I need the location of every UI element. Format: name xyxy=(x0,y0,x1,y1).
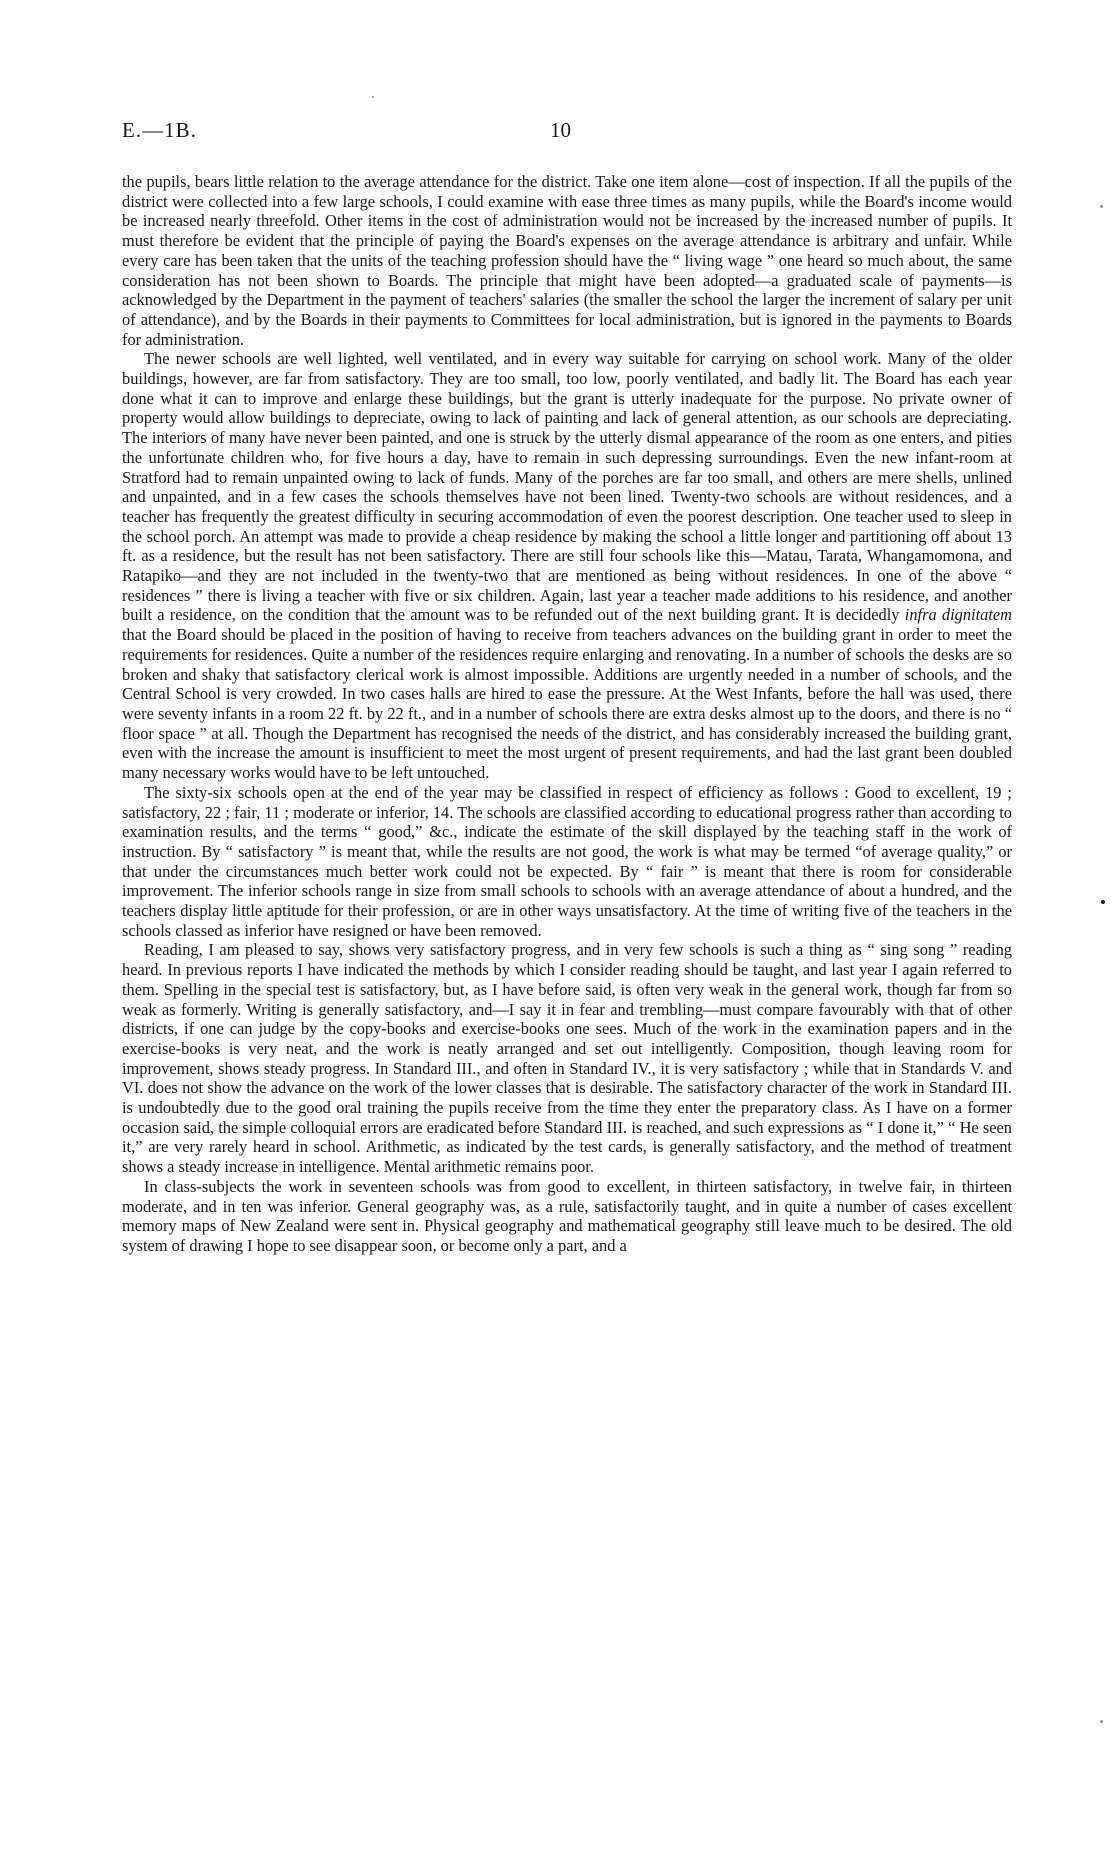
paragraph-text: that the Board should be placed in the position of having to receive from teachers advances on the building grant in order to meet the requirements for residences. Quite a number of the residences require enlarging and renovating. In a number of schools the desks are so broken and shaky that satisfactory clerical work is almost impossible. Additions are urgently needed in a number of schools, and the Central School is very crowded. In two cases halls are hired to ease the pressure. At the West Infants, before the hall was used, there were seventy infants in a room 22 ft. by 22 ft., and in a number of schools there are extra desks almost up to the doors, and there is no “ floor space ” at all. Though the Department has recognised the needs of the district, and has considerably increased the building grant, even with the increase the amount is insufficient to meet the most urgent of present requirements, and had the last grant been doubled many necessary works would have to be left untouched. xyxy=(122,625,1012,783)
document-reference: E.—1B. xyxy=(122,118,197,142)
latin-phrase: infra dignitatem xyxy=(904,605,1013,625)
document-body xyxy=(122,172,1012,1256)
scan-speck xyxy=(1101,900,1105,904)
scan-speck xyxy=(1100,1720,1103,1723)
paragraph-school-buildings xyxy=(122,349,1012,782)
page-header xyxy=(122,118,1012,148)
paragraph-text: The newer schools are well lighted, well ventilated, and in every way suitable for carrying on school work. Many of the older buildings, however, are far from satisfactory. They are too small, too low, poorly ventilated, and badly lit. The Board has each year done what it can to improve and enlarge these buildings, but the grant is utterly inadequate for the purpose. No private owner of property would allow buildings to depreciate, owing to lack of painting and lack of general attention, as our schools are depreciating. The interiors of many have never been painted, and one is struck by the utterly dismal appearance of the room as one enters, and pities the unfortunate children who, for five hours a day, have to remain in such depressing surroundings. Even the new infant-room at Stratford had to remain unpainted owing to lack of funds. Many of the porches are far too small, and others are mere shells, unlined and unpainted, and in a few cases the schools themselves have not been lined. Twenty-two schools are without residences, and a teacher has frequently the greatest difficulty in securing accommodation of even the poorest description. One teacher used to sleep in the school porch. An attempt was made to provide a cheap residence by making the school a little longer and partitioning off about 13 ft. as a residence, but the result has not been satisfactory. There are still four schools like this—Matau, Tarata, Whangamomona, and Ratapiko—and they are not included in the twenty-two that are mentioned as being without residences. In one of the above “ residences ” there is living a teacher with five or six children. Again, last year a teacher made additions to his residence, and another built a residence, on the condition that the amount was to be refunded out of the next building grant. It is decidedly xyxy=(122,349,1012,625)
paragraph-administration-costs: the pupils, bears little relation to the average attendance for the district. Take one item alone—cost of inspection. If all the pupils of the district were collected into a few large schools, I could examine with ease three times as many pupils, while the Board's income would be increased nearly threefold. Other items in the cost of administration would not be increased by the increased number of pupils. It must therefore be evident that the principle of paying the Board's expenses on the average attendance is arbitrary and unfair. While every care has been taken that the units of the teaching profession should have the “ living wage ” one heard so much about, the same consideration has not been shown to Boards. The principle that might have been adopted—a graduated scale of payments—is acknowledged by the Department in the payment of teachers' salaries (the smaller the school the larger the increment of salary per unit of attendance), and by the Boards in their payments to Committees for local administration, but is ignored in the payments to Boards for administration. xyxy=(122,172,1012,349)
scan-speck xyxy=(372,96,374,98)
scan-speck xyxy=(1100,205,1103,208)
paragraph-reading-spelling: Reading, I am pleased to say, shows very satisfactory progress, and in very few schools is such a thing as “ sing song ” reading heard. In previous reports I have indicated the methods by which I consider reading should be taught, and last year I again referred to them. Spelling in the special test is satisfactory, but, as I have before said, is often very weak in the general work, though far from so weak as formerly. Writing is generally satisfactory, and—I say it in fear and trembling—must compare favourably with that of other districts, if one can judge by the copy-books and exercise-books one sees. Much of the work in the examination papers and in the exercise-books is very neat, and the work is neatly arranged and set out intelligently. Composition, though leaving room for improvement, shows steady progress. In Standard III., and often in Standard IV., it is very satisfactory ; while that in Standards V. and VI. does not show the advance on the work of the lower classes that is desirable. The satisfactory character of the work in Standard III. is undoubtedly due to the good oral training the pupils receive from the time they enter the preparatory class. As I have on a former occasion said, the simple colloquial errors are eradicated before Standard III. is reached, and such expressions as “ I done it,” “ He seen it,” are very rarely heard in school. Arithmetic, as indicated by the test cards, is generally satisfactory, and the method of treatment shows a steady increase in intelligence. Mental arithmetic remains poor. xyxy=(122,940,1012,1177)
page-number: 10 xyxy=(550,118,571,142)
paragraph-class-subjects: In class-subjects the work in seventeen schools was from good to excellent, in thirteen satisfactory, in twelve fair, in thirteen moderate, and in ten was inferior. General geography was, as a rule, satisfactorily taught, and in quite a number of cases excellent memory maps of New Zealand were sent in. Physical geography and mathematical geography still leave much to be desired. The old system of drawing I hope to see disappear soon, or become only a part, and a xyxy=(122,1176,1012,1255)
paragraph-school-efficiency: The sixty-six schools open at the end of the year may be classified in respect of efficiency as follows : Good to excellent, 19 ; satisfactory, 22 ; fair, 11 ; moderate or inferior, 14. The schools are classified according to educational progress rather than according to examination results, and the terms “ good,” &c., indicate the estimate of the skill displayed by the teaching staff in the work of instruction. By “ satisfactory ” is meant that, while the results are not good, the work is what may be termed “of average quality,” or that under the circumstances much better work could not be expected. By “ fair ” is meant that there is room for considerable improvement. The inferior schools range in size from small schools to schools with an average attendance of about a hundred, and the teachers display little aptitude for their profession, or are in other ways unsatisfactory. At the time of writing five of the teachers in the schools classed as inferior have resigned or have been removed. xyxy=(122,782,1012,940)
